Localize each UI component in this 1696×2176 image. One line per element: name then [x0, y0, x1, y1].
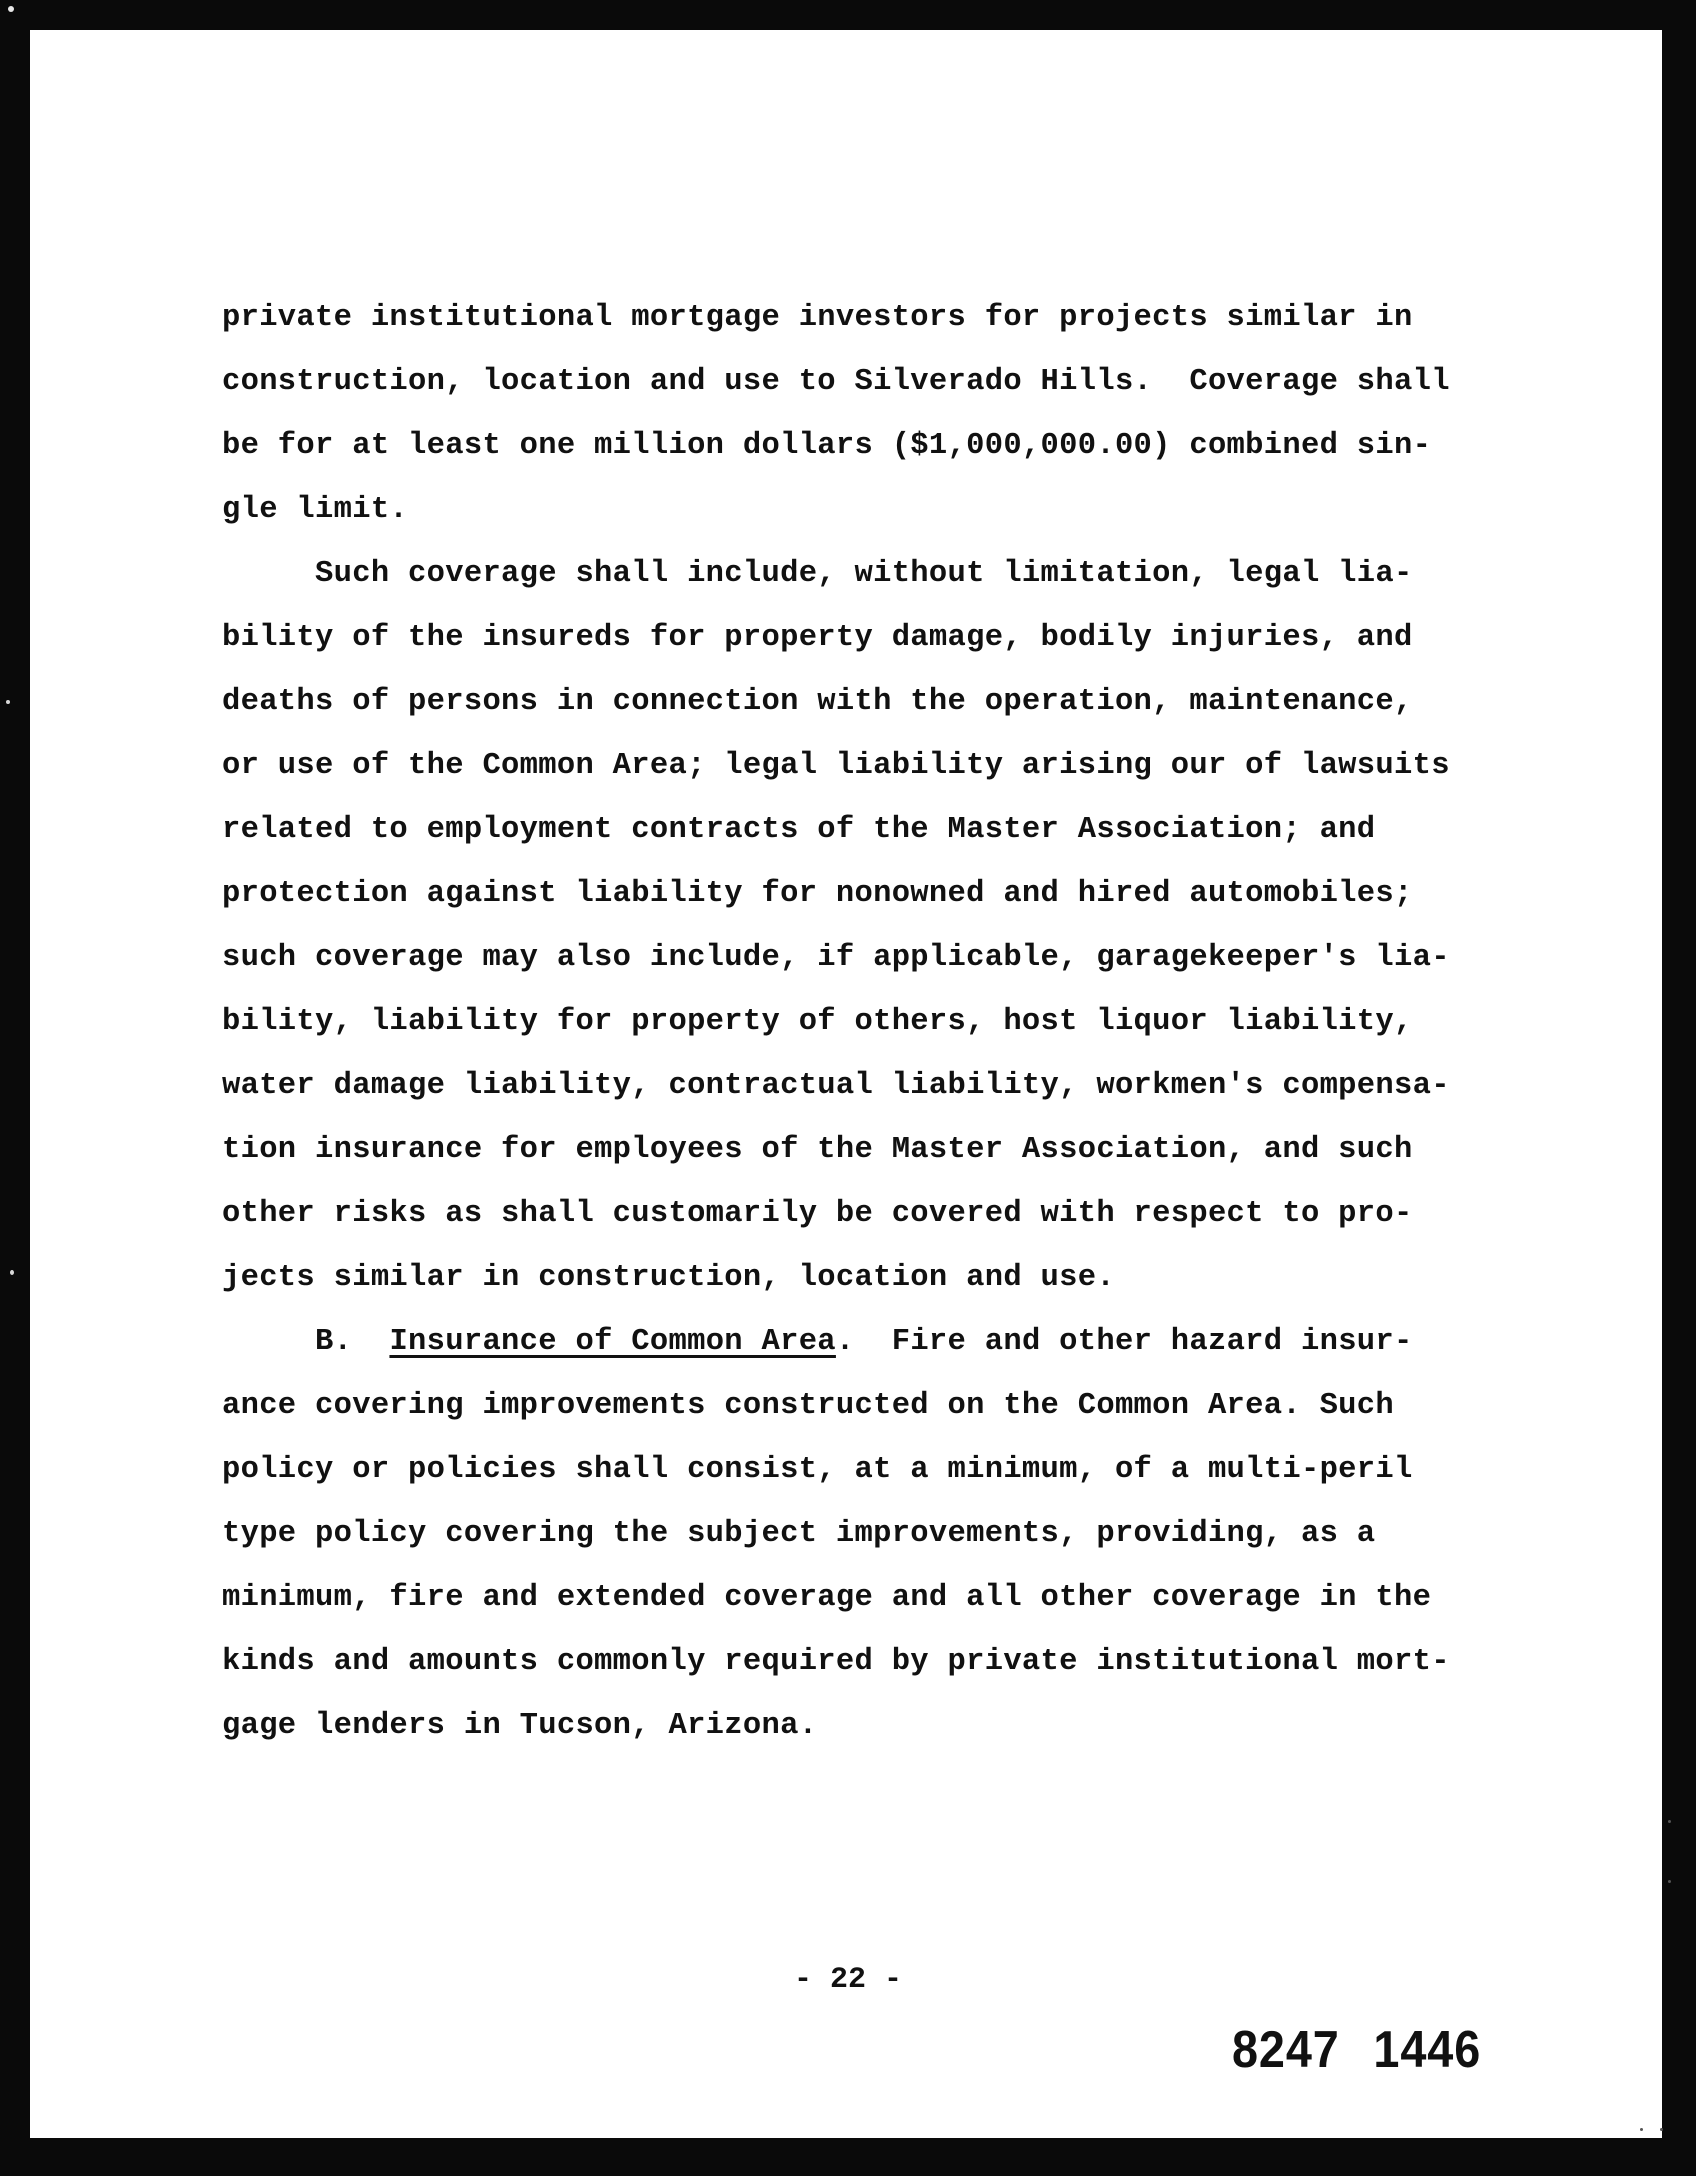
- section-b-heading: Insurance of Common Area: [389, 1325, 836, 1359]
- page-number: - 22 -: [793, 1963, 903, 1997]
- body-text: [222, 286, 1512, 1758]
- scan-speck: [1640, 2128, 1643, 2131]
- text-line: bility, liability for property of others, host liquor liability,: [222, 1005, 1413, 1039]
- text-line: jects similar in construction, location and use.: [222, 1261, 1115, 1295]
- text-line: Such coverage shall include, without limitation, legal lia-: [222, 557, 1413, 591]
- text-line: construction, location and use to Silverado Hills. Coverage shall: [222, 365, 1450, 399]
- text-line: private institutional mortgage investors for projects similar in: [222, 301, 1413, 335]
- text-line: gle limit.: [222, 493, 409, 527]
- text-line: related to employment contracts of the Master Association; and: [222, 813, 1376, 847]
- scan-speck: [6, 700, 10, 704]
- text-line: type policy covering the subject improvements, providing, as a: [222, 1517, 1376, 1551]
- section-b-first-line-text: . Fire and other hazard insur-: [835, 1325, 1413, 1359]
- scan-speck: [1668, 1880, 1671, 1883]
- text-line: kinds and amounts commonly required by private institutional mort-: [222, 1645, 1450, 1679]
- text-line: such coverage may also include, if applicable, garagekeeper's lia-: [222, 941, 1450, 975]
- text-line: bility of the insureds for property damage, bodily injuries, and: [222, 621, 1413, 655]
- section-b-label: B.: [222, 1325, 390, 1359]
- text-line: minimum, fire and extended coverage and all other coverage in the: [222, 1581, 1432, 1615]
- scan-speck: [10, 1270, 14, 1275]
- text-line: policy or policies shall consist, at a minimum, of a multi-peril: [222, 1453, 1413, 1487]
- text-line: gage lenders in Tucson, Arizona.: [222, 1709, 818, 1743]
- text-line: water damage liability, contractual liability, workmen's compensa-: [222, 1069, 1450, 1103]
- text-line: ance covering improvements constructed on the Common Area. Such: [222, 1389, 1394, 1423]
- stamp-number: 8247 1446: [1232, 2021, 1482, 2079]
- text-line: be for at least one million dollars ($1,000,000.00) combined sin-: [222, 429, 1432, 463]
- text-line: deaths of persons in connection with the operation, maintenance,: [222, 685, 1413, 719]
- text-line: other risks as shall customarily be covered with respect to pro-: [222, 1197, 1413, 1231]
- section-b-first-line: [222, 1310, 1512, 1374]
- scan-speck: [1660, 2128, 1663, 2131]
- scan-speck: [1668, 1820, 1671, 1823]
- scan-speck: [8, 6, 14, 12]
- text-line: protection against liability for nonowned and hired automobiles;: [222, 877, 1413, 911]
- text-line: tion insurance for employees of the Master Association, and such: [222, 1133, 1413, 1167]
- text-line: or use of the Common Area; legal liability arising our of lawsuits: [222, 749, 1450, 783]
